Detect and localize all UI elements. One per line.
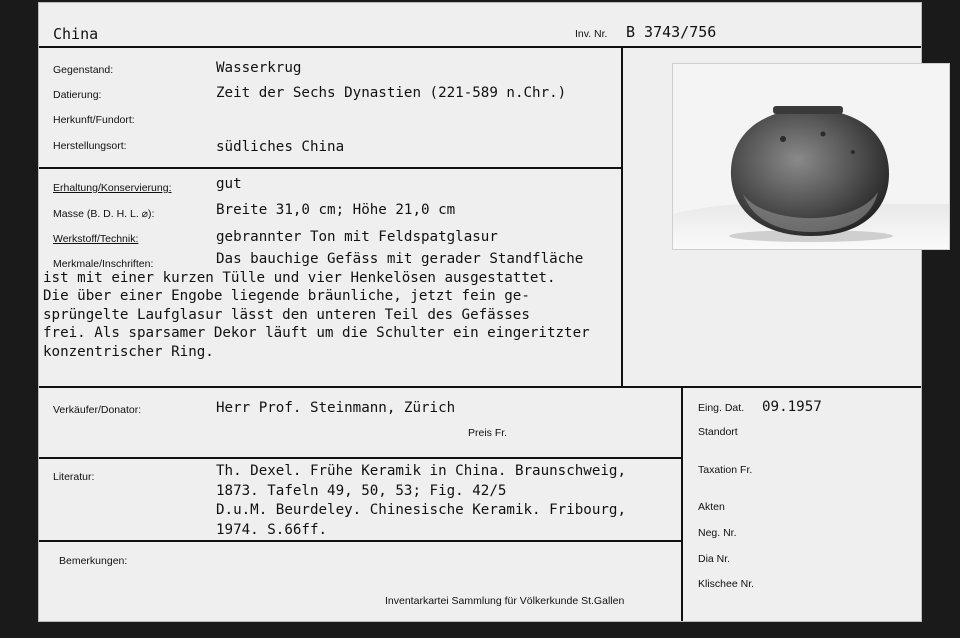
rule-header — [39, 46, 921, 48]
herkunft-label: Herkunft/Fundort: — [53, 114, 135, 126]
herstellungsort-label: Herstellungsort: — [53, 140, 127, 152]
rule-desc-bottom — [39, 386, 921, 388]
merkmale-line-3: Die über einer Engobe liegende bräunliche, jetzt fein ge- — [43, 288, 530, 304]
rule-upper-block — [39, 167, 623, 169]
bemerkungen-label: Bemerkungen: — [59, 555, 128, 567]
rule-photo-left — [621, 46, 623, 388]
klischee-nr-label: Klischee Nr. — [698, 578, 755, 590]
rule-verkaeufer — [39, 457, 683, 459]
verkaeufer-value: Herr Prof. Steinmann, Zürich — [216, 400, 456, 416]
rule-side-column — [681, 386, 683, 621]
eing-dat-value: 09.1957 — [762, 399, 822, 415]
merkmale-label: Merkmale/Inschriften: — [53, 258, 154, 270]
masse-value: Breite 31,0 cm; Höhe 21,0 cm — [216, 202, 456, 218]
neg-nr-label: Neg. Nr. — [698, 527, 737, 539]
inventory-card — [38, 2, 922, 622]
inv-label: Inv. Nr. — [575, 28, 608, 40]
masse-label: Masse (B. D. H. L. ⌀): — [53, 208, 155, 220]
verkaeufer-label: Verkäufer/Donator: — [53, 404, 142, 416]
taxation-label: Taxation Fr. — [698, 464, 753, 476]
werkstoff-label: Werkstoff/Technik: — [53, 233, 139, 245]
card-footer: Inventarkartei Sammlung für Völkerkunde St.Gallen — [385, 595, 625, 607]
rule-literatur — [39, 540, 683, 542]
literatur-line-4: 1974. S.66ff. — [216, 521, 328, 538]
standort-label: Standort — [698, 426, 738, 438]
datierung-label: Datierung: — [53, 89, 102, 101]
merkmale-line-4: sprüngelte Laufglasur lässt den unteren Teil des Gefässes — [43, 306, 530, 323]
akten-label: Akten — [698, 501, 725, 513]
eing-dat-label: Eing. Dat. — [698, 402, 745, 414]
preis-label: Preis Fr. — [468, 427, 508, 439]
vessel-photo-icon — [673, 64, 949, 249]
merkmale-line-6: konzentrischer Ring. — [43, 343, 214, 360]
herstellungsort-value: südliches China — [216, 139, 345, 155]
literatur-line-3: D.u.M. Beurdeley. Chinesische Keramik. Fribourg, — [216, 502, 626, 518]
merkmale-line-2: ist mit einer kurzen Tülle und vier Henkelösen ausgestattet. — [43, 269, 556, 286]
erhaltung-label: Erhaltung/Konservierung: — [53, 182, 172, 194]
literatur-line-2: 1873. Tafeln 49, 50, 53; Fig. 42/5 — [216, 482, 507, 499]
gegenstand-label: Gegenstand: — [53, 64, 114, 76]
country: China — [53, 25, 99, 43]
erhaltung-value: gut — [216, 176, 242, 192]
gegenstand-value: Wasserkrug — [216, 60, 302, 76]
datierung-value: Zeit der Sechs Dynastien (221-589 n.Chr.) — [216, 85, 567, 101]
literatur-label: Literatur: — [53, 471, 95, 483]
inv-number: B 3743/756 — [626, 23, 717, 41]
werkstoff-value: gebrannter Ton mit Feldspatglasur — [216, 229, 498, 245]
merkmale-line-1: Das bauchige Gefäss mit gerader Standfläche — [216, 251, 584, 267]
merkmale-line-5: frei. Als sparsamer Dekor läuft um die Schulter ein eingeritzter — [43, 325, 590, 341]
dia-nr-label: Dia Nr. — [698, 553, 731, 565]
literatur-line-1: Th. Dexel. Frühe Keramik in China. Braunschweig, — [216, 463, 626, 479]
vessel-photo — [672, 63, 950, 250]
